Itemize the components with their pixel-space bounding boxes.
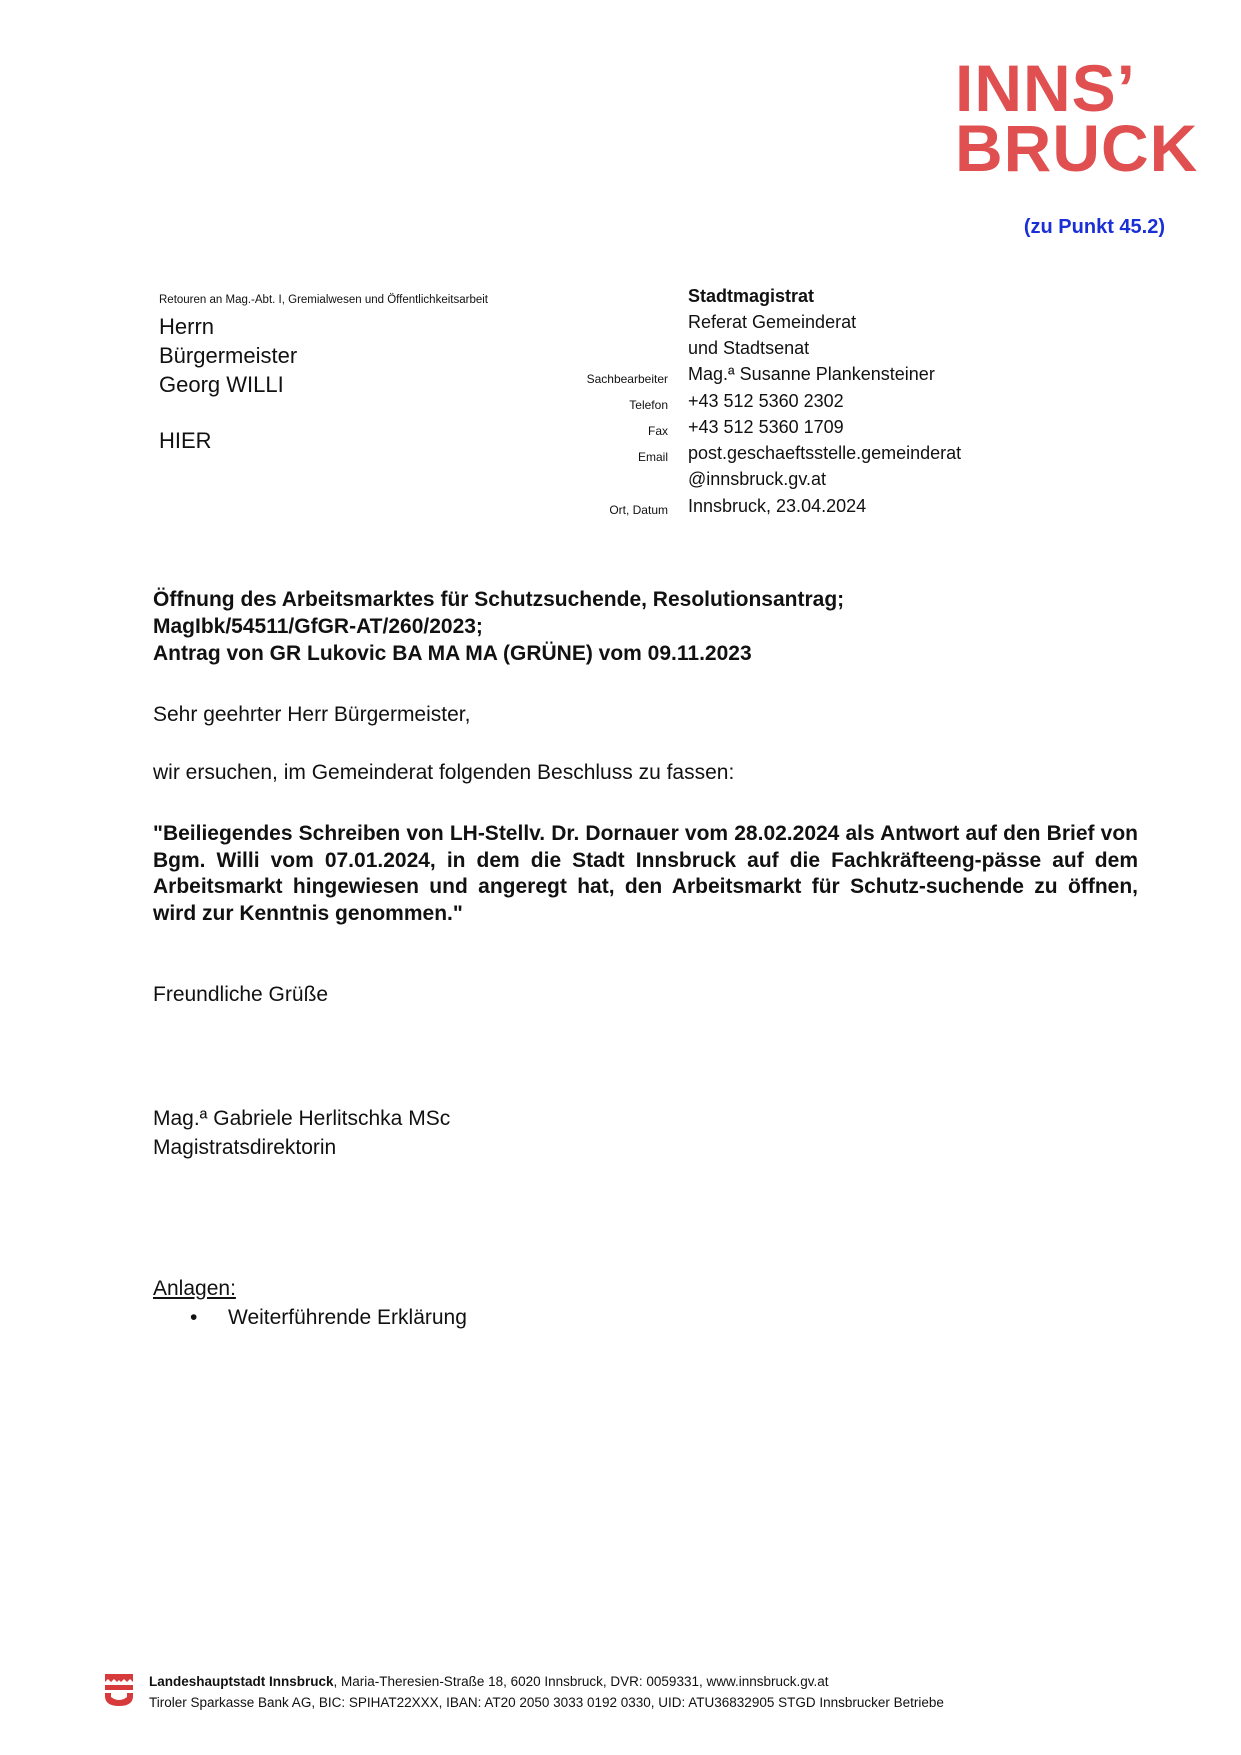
footer bbox=[149, 1671, 944, 1713]
recipient-address bbox=[159, 312, 297, 399]
resolution-text: "Beiliegendes Schreiben von LH-Stellv. Dr. Dornauer vom 28.02.2024 als Antwort auf den Brief von Bgm. Willi vom 07.01.2024, in dem die Stadt Innsbruck auf die Fachkräfteeng-pässe auf dem Arbeitsmarkt hingewiesen und angeregt hat, den Arbeitsmarkt für Schutz-suchende zu öffnen, wird zur Kenntnis genommen." bbox=[153, 822, 1138, 925]
sender-department: Stadtmagistrat bbox=[688, 286, 815, 306]
footer-address: , Maria-Theresien-Straße 18, 6020 Innsbruck, DVR: 0059331, www.innsbruck.gv.at bbox=[333, 1674, 829, 1689]
closing: Freundliche Grüße bbox=[153, 983, 329, 1006]
recipient-line: Bürgermeister bbox=[159, 343, 298, 368]
subject-line-2: MagIbk/54511/GfGR-AT/260/2023; bbox=[153, 615, 483, 638]
fax-value: +43 512 5360 1709 bbox=[688, 417, 844, 437]
intro-text: wir ersuchen, im Gemeinderat folgenden Beschluss zu fassen: bbox=[153, 761, 735, 784]
subject-line-1: Öffnung des Arbeitsmarktes für Schutzsuchende, Resolutionsantrag; bbox=[153, 588, 845, 611]
attachments-label: Anlagen: bbox=[153, 1277, 236, 1300]
return-address-line: Retouren an Mag.-Abt. I, Gremialwesen und Öffentlichkeitsarbeit bbox=[159, 294, 488, 306]
footer-line-1 bbox=[149, 1671, 944, 1692]
footer-org: Landeshauptstadt Innsbruck bbox=[149, 1674, 334, 1689]
bullet-icon: • bbox=[190, 1306, 198, 1329]
phone-value: +43 512 5360 2302 bbox=[688, 391, 844, 411]
logo-line-2: BRUCK bbox=[955, 111, 1199, 185]
email-value-2: @innsbruck.gv.at bbox=[688, 469, 826, 489]
email-label: Email bbox=[637, 450, 668, 464]
fax-label: Fax bbox=[647, 424, 668, 438]
sender-unit-2: und Stadtsenat bbox=[688, 338, 810, 358]
salutation: Sehr geehrter Herr Bürgermeister, bbox=[153, 703, 471, 726]
attachment-item bbox=[190, 1306, 467, 1330]
sender-unit-1: Referat Gemeinderat bbox=[688, 312, 857, 332]
signature-name: Mag.ª Gabriele Herlitschka MSc bbox=[153, 1107, 451, 1130]
subject-block bbox=[153, 586, 844, 667]
clerk-value: Mag.ª Susanne Plankensteiner bbox=[688, 364, 935, 384]
subject-line-3: Antrag von GR Lukovic BA MA MA (GRÜNE) vom 09.11.2023 bbox=[153, 642, 752, 665]
city-coat-of-arms-icon bbox=[104, 1673, 134, 1707]
attachment-item-label: Weiterführende Erklärung bbox=[228, 1306, 467, 1329]
logo-line-1: INNS’ bbox=[955, 51, 1137, 125]
recipient-line: Georg WILLI bbox=[159, 372, 284, 397]
date-label: Ort, Datum bbox=[609, 503, 668, 517]
email-value-1: post.geschaeftsstelle.gemeinderat bbox=[688, 443, 962, 463]
recipient-hier: HIER bbox=[159, 428, 212, 453]
clerk-label: Sachbearbeiter bbox=[586, 372, 668, 386]
phone-label: Telefon bbox=[629, 398, 668, 412]
signature-block bbox=[153, 1104, 450, 1162]
date-value: Innsbruck, 23.04.2024 bbox=[688, 496, 867, 516]
recipient-line: Herrn bbox=[159, 314, 215, 339]
signature-title: Magistratsdirektorin bbox=[153, 1136, 337, 1159]
innsbruck-logo bbox=[955, 51, 1199, 185]
agenda-point: (zu Punkt 45.2) bbox=[1023, 216, 1165, 238]
footer-line-2: Tiroler Sparkasse Bank AG, BIC: SPIHAT22XXX, IBAN: AT20 2050 3033 0192 0330, UID: ATU36832905 STGD Innsbrucker Betriebe bbox=[149, 1695, 944, 1710]
